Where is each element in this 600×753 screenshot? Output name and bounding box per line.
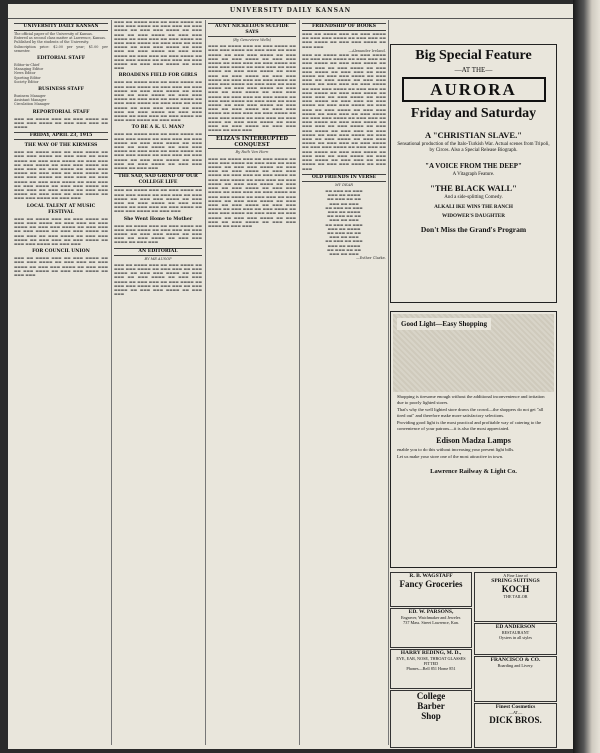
feature-voice-deep: "A VOICE FROM THE DEEP" bbox=[425, 162, 522, 170]
ad-paragraph: enable you to do this without increasing your present light bills. bbox=[397, 446, 515, 452]
lamp-illustration bbox=[393, 314, 554, 392]
koch-ad bbox=[474, 572, 557, 622]
feature-voice-deep-desc: A Vitagraph Feature. bbox=[452, 172, 495, 177]
paper-meta-3: Published by the students of the University. bbox=[14, 40, 90, 45]
headline-friendship-books: FRIENDSHIP OF BOOKS bbox=[302, 23, 386, 31]
koch-line: A Fine Line of bbox=[503, 573, 528, 578]
headline-an-editorial: AN EDITORIAL bbox=[114, 248, 202, 256]
anderson-ad bbox=[474, 623, 557, 655]
feature-alkali-ike: ALKALI IKE WINS THE RANCH bbox=[434, 204, 513, 210]
poem-title-my-dear: MY DEAR bbox=[334, 182, 353, 187]
ad-paragraph: Let us make your store one of the most attractive in town. bbox=[397, 454, 504, 460]
reportorial-staff-heading: REPORTORIAL STAFF bbox=[32, 109, 90, 115]
paper-meta-2: Entered as second class matter at Lawrence, Kansas. bbox=[14, 36, 106, 41]
paper-meta-4: Subscription price: $2.00 per year; $1.00 per semester. bbox=[14, 44, 108, 53]
business-role: Assistant Manager bbox=[14, 98, 47, 103]
staff-role: Managing Editor bbox=[14, 67, 44, 72]
koch-tailor: THE TAILOR bbox=[503, 594, 528, 599]
shop-word: Shop bbox=[421, 711, 441, 721]
business-role: Business Manager bbox=[14, 94, 46, 99]
anderson-oysters: Oysters in all styles bbox=[499, 635, 532, 640]
ad-headline: Big Special Feature bbox=[415, 48, 532, 63]
column-rule bbox=[111, 20, 112, 745]
headline-went-home: She Went Home to Mother bbox=[123, 216, 193, 222]
francisco-name: FRANCISCO & CO. bbox=[490, 657, 541, 663]
reding-name: HARRY REDING, M. D., bbox=[400, 650, 462, 656]
masthead: UNIVERSITY DAILY KANSAN bbox=[8, 4, 573, 19]
staff-role: News Editor bbox=[14, 71, 36, 76]
koch-name: KOCH bbox=[501, 584, 530, 594]
parsons-name: ED. W. PARSONS, bbox=[408, 609, 454, 615]
column-rule bbox=[205, 20, 206, 745]
koch-suitings: SPRING SUITINGS bbox=[491, 578, 540, 584]
lamp-ad-title: Good Light—Easy Shopping bbox=[397, 318, 491, 330]
college-word: College bbox=[416, 691, 446, 701]
attribution-ireland: —Alexander Ireland. bbox=[348, 48, 386, 53]
dick-bros-ad bbox=[474, 703, 557, 748]
barber-word: Barber bbox=[417, 701, 445, 711]
parsons-address: 737 Mass. Street Lawrence, Kan. bbox=[403, 620, 459, 625]
editorial-staff-heading: EDITORIAL STAFF bbox=[37, 56, 85, 62]
ad-days: Friday and Saturday bbox=[410, 106, 537, 121]
column-rule bbox=[299, 20, 300, 745]
staff-role: Editor-in-Chief bbox=[14, 63, 40, 68]
ad-paragraph: Providing good light is the most practical and profitable way of catering to the convenience of your patrons—it is also the most appreciated. bbox=[397, 420, 542, 431]
aurora-advertisement bbox=[390, 44, 557, 303]
issue-date: FRIDAY, APRIL 23, 1915 bbox=[14, 132, 108, 140]
staff-role: Society Editor bbox=[14, 79, 39, 84]
edison-mazda-lamps: Edison Madza Lamps bbox=[436, 435, 511, 445]
column-4: FRIENDSHIP OF BOOKS ▬▬▬ ▬▬ ▬▬▬▬ ▬▬▬ ▬▬ ▬▬▬ ▬▬▬▬ ▬▬ ▬▬▬ ▬▬▬ ▬▬▬▬ ▬▬ ▬▬▬ ▬▬▬ ▬▬ ▬▬▬ ▬▬▬▬ ▬▬ ▬▬▬ ▬▬▬ ▬▬▬▬ ▬▬ ▬▬▬ ▬▬▬ —Alexander Ireland. ▬▬▬ ▬▬ ▬▬▬▬ ▬▬▬ ▬▬ ▬▬▬ ▬▬▬▬ ▬▬ ▬▬▬ ▬▬▬ ▬▬▬▬ ▬▬ ▬▬▬ ▬▬▬ ▬▬ ▬▬▬ ▬▬▬▬ ▬▬ ▬▬▬ ▬▬▬ ▬▬▬▬ ▬▬ ▬▬▬ ▬▬▬ ▬▬ ▬▬▬ ▬▬▬▬ ▬▬ ▬▬▬ ▬▬▬ ▬▬▬▬ ▬▬ ▬▬▬ ▬▬▬ ▬▬ ▬▬▬ ▬▬▬▬ ▬▬ ▬▬▬ ▬▬▬ ▬▬▬▬ ▬▬ ▬▬▬ ▬▬▬ ▬▬ ▬▬▬ ▬▬▬▬ ▬▬ ▬▬▬ ▬▬▬ ▬▬▬▬ ▬▬ ▬▬▬ ▬▬▬ ▬▬ ▬▬▬ ▬▬▬▬ ▬▬ ▬▬▬ ▬▬▬ ▬▬▬▬ ▬▬ ▬▬▬ ▬▬▬ ▬▬ ▬▬▬ ▬▬▬▬ ▬▬ ▬▬▬ ▬▬▬ ▬▬▬▬ ▬▬ ▬▬▬ ▬▬▬ ▬▬ ▬▬▬ ▬▬▬▬ ▬▬ ▬▬▬ ▬▬▬ ▬▬▬▬ ▬▬ ▬▬▬ ▬▬▬ ▬▬ ▬▬▬ ▬▬▬▬ ▬▬ ▬▬▬ ▬▬▬ ▬▬▬▬ ▬▬ ▬▬▬ ▬▬▬ ▬▬ ▬▬▬ ▬▬▬▬ ▬▬ ▬▬▬ ▬▬▬ ▬▬▬▬ ▬▬ ▬▬▬ ▬▬▬ ▬▬ ▬▬▬ ▬▬▬▬ ▬▬ ▬▬▬ ▬▬▬ ▬▬▬▬ ▬▬ ▬▬▬ ▬▬▬ ▬▬ ▬▬▬ ▬▬▬▬ ▬▬ ▬▬▬ ▬▬▬ ▬▬▬▬ ▬▬ ▬▬▬ ▬▬▬ ▬▬ ▬▬▬ ▬▬▬▬ ▬▬ ▬▬▬ ▬▬▬ ▬▬▬▬ ▬▬ ▬▬▬ ▬▬▬ ▬▬ ▬▬▬ ▬▬▬▬ ▬▬ ▬▬▬ ▬▬▬ ▬▬▬▬ ▬▬ ▬▬▬ ▬▬▬ ▬▬ ▬▬▬ ▬▬▬▬ ▬▬ ▬▬▬ ▬▬▬ ▬▬▬▬ ▬▬ ▬▬▬ ▬▬▬ ▬▬ ▬▬▬ ▬▬▬▬ ▬▬ ▬▬▬ ▬▬▬ ▬▬▬▬ ▬▬ ▬▬▬ ▬▬▬ ▬▬ ▬▬▬ ▬▬▬▬ ▬▬ ▬▬▬ ▬▬▬ ▬▬▬▬ ▬▬ ▬▬▬ ▬▬▬ ▬▬ ▬▬▬ ▬▬▬▬ ▬▬ ▬▬▬ ▬▬▬ ▬▬▬▬ ▬▬ ▬▬▬ ▬▬▬ ▬▬ ▬▬▬ ▬▬▬▬ ▬▬ ▬▬▬ ▬▬▬ ▬▬▬▬ ▬▬ ▬▬▬ ▬▬▬ OLD FRIENDS IN VERSE MY DEAR ▬▬ ▬▬▬ ▬▬ ▬▬▬ ▬▬▬ ▬▬ ▬▬▬▬ ▬▬ ▬▬▬ ▬▬ ▬▬ ▬▬▬ ▬▬ ▬▬▬ ▬▬ ▬▬▬ ▬▬ ▬▬▬ ▬▬▬ ▬▬ ▬▬▬▬ ▬▬ ▬▬▬ ▬▬ ▬▬ ▬▬▬ ▬▬ ▬▬▬ ▬▬ ▬▬▬ ▬▬ ▬▬▬ ▬▬▬ ▬▬ ▬▬▬▬ ▬▬ ▬▬▬ ▬▬ ▬▬ ▬▬▬ ▬▬ ▬▬▬ ▬▬ ▬▬▬ ▬▬ ▬▬▬ ▬▬▬ ▬▬ ▬▬▬▬ ▬▬ ▬▬▬ ▬▬ ▬▬ ▬▬▬ ▬▬ ▬▬▬ —Esther Clarke. bbox=[302, 24, 386, 261]
newspaper-page bbox=[8, 4, 573, 749]
college-barber-ad bbox=[390, 690, 472, 748]
editorial-heading-council: FOR COUNCIL UNION bbox=[32, 249, 90, 255]
paper-meta-1: The official paper of the University of Kansas. bbox=[14, 32, 93, 36]
byline-genevieve: (By Genevieve Wells) bbox=[232, 38, 272, 42]
column-rule bbox=[388, 20, 389, 745]
ad-paragraph: That's why the well lighted store draws the crowd—the shoppers do not get "all tired out" and therefore make more satisfactory selections. bbox=[397, 407, 544, 418]
feature-black-wall: "THE BLACK WALL" bbox=[430, 183, 517, 193]
reding-phones: Phones—Bell 851 Home 851 bbox=[406, 666, 456, 671]
feature-christian-slave-desc: Sensational production of the Italo-Turkish War. Actual scenes from Tripoli, by Circes. Also a Special Release Biograph. bbox=[397, 142, 550, 153]
parsons-ad bbox=[390, 608, 472, 648]
feature-christian-slave: A "CHRISTIAN SLAVE." bbox=[425, 130, 522, 140]
business-staff-heading: BUSINESS STAFF bbox=[38, 87, 84, 93]
business-role: Circulation Manager bbox=[14, 102, 50, 107]
column-2: ▬▬▬ ▬▬ ▬▬▬▬ ▬▬▬ ▬▬ ▬▬▬ ▬▬▬▬ ▬▬ ▬▬▬ ▬▬▬ ▬▬▬▬ ▬▬ ▬▬▬ ▬▬▬ ▬▬ ▬▬▬ ▬▬▬▬ ▬▬ ▬▬▬ ▬▬▬ ▬▬▬▬ ▬▬ ▬▬▬ ▬▬▬ ▬▬ ▬▬▬ ▬▬▬▬ ▬▬ ▬▬▬ ▬▬▬ ▬▬▬▬ ▬▬ ▬▬▬ ▬▬▬ ▬▬ ▬▬▬ ▬▬▬▬ ▬▬ ▬▬▬ ▬▬▬ ▬▬▬▬ ▬▬ ▬▬▬ ▬▬▬ ▬▬ ▬▬▬ ▬▬▬▬ ▬▬ ▬▬▬ ▬▬▬ ▬▬▬▬ ▬▬ ▬▬▬ ▬▬▬ ▬▬ ▬▬▬ ▬▬▬▬ ▬▬ ▬▬▬ ▬▬▬ ▬▬▬▬ ▬▬ ▬▬▬ ▬▬▬ ▬▬ ▬▬▬ ▬▬▬▬ ▬▬ ▬▬▬ ▬▬▬ ▬▬▬▬ ▬▬ ▬▬▬ ▬▬▬ ▬▬ ▬▬▬ ▬▬▬▬ ▬▬ ▬▬▬ ▬▬▬ ▬▬▬▬ ▬▬ ▬▬▬ ▬▬▬ BROADENS FIELD FOR GIRLS ▬▬▬ ▬▬ ▬▬▬▬ ▬▬▬ ▬▬ ▬▬▬ ▬▬▬▬ ▬▬ ▬▬▬ ▬▬▬ ▬▬▬▬ ▬▬ ▬▬▬ ▬▬▬ ▬▬ ▬▬▬ ▬▬▬▬ ▬▬ ▬▬▬ ▬▬▬ ▬▬▬▬ ▬▬ ▬▬▬ ▬▬▬ ▬▬ ▬▬▬ ▬▬▬▬ ▬▬ ▬▬▬ ▬▬▬ ▬▬▬▬ ▬▬ ▬▬▬ ▬▬▬ ▬▬ ▬▬▬ ▬▬▬▬ ▬▬ ▬▬▬ ▬▬▬ ▬▬▬▬ ▬▬ ▬▬▬ ▬▬▬ ▬▬ ▬▬▬ ▬▬▬▬ ▬▬ ▬▬▬ ▬▬▬ ▬▬▬▬ ▬▬ ▬▬▬ ▬▬▬ ▬▬ ▬▬▬ ▬▬▬▬ ▬▬ ▬▬▬ ▬▬▬ ▬▬▬▬ ▬▬ ▬▬▬ ▬▬▬ ▬▬ ▬▬▬ ▬▬▬▬ ▬▬ ▬▬▬ ▬▬▬ ▬▬▬▬ ▬▬ ▬▬▬ ▬▬▬ TO BE A K. U. MAN? ▬▬▬ ▬▬ ▬▬▬▬ ▬▬▬ ▬▬ ▬▬▬ ▬▬▬▬ ▬▬ ▬▬▬ ▬▬▬ ▬▬▬▬ ▬▬ ▬▬▬ ▬▬▬ ▬▬ ▬▬▬ ▬▬▬▬ ▬▬ ▬▬▬ ▬▬▬ ▬▬▬▬ ▬▬ ▬▬▬ ▬▬▬ ▬▬ ▬▬▬ ▬▬▬▬ ▬▬ ▬▬▬ ▬▬▬ ▬▬▬▬ ▬▬ ▬▬▬ ▬▬▬ ▬▬ ▬▬▬ ▬▬▬▬ ▬▬ ▬▬▬ ▬▬▬ ▬▬▬▬ ▬▬ ▬▬▬ ▬▬▬ ▬▬ ▬▬▬ ▬▬▬▬ ▬▬ ▬▬▬ ▬▬▬ ▬▬▬▬ ▬▬ ▬▬▬ ▬▬▬ ▬▬ ▬▬▬ ▬▬▬▬ ▬▬ ▬▬▬ ▬▬▬ ▬▬▬▬ ▬▬ ▬▬▬ ▬▬▬ THE SAD, SAD GRIND OF OUR COLLEGE LIFE ▬▬▬ ▬▬ ▬▬▬▬ ▬▬▬ ▬▬ ▬▬▬ ▬▬▬▬ ▬▬ ▬▬▬ ▬▬▬ ▬▬▬▬ ▬▬ ▬▬▬ ▬▬▬ ▬▬ ▬▬▬ ▬▬▬▬ ▬▬ ▬▬▬ ▬▬▬ ▬▬▬▬ ▬▬ ▬▬▬ ▬▬▬ ▬▬ ▬▬▬ ▬▬▬▬ ▬▬ ▬▬▬ ▬▬▬ ▬▬▬▬ ▬▬ ▬▬▬ ▬▬▬ ▬▬ ▬▬▬ ▬▬▬▬ ▬▬ ▬▬▬ ▬▬▬ ▬▬▬▬ ▬▬ ▬▬▬ ▬▬▬ She Went Home to Mother ▬▬▬ ▬▬ ▬▬▬▬ ▬▬▬ ▬▬ ▬▬▬ ▬▬▬▬ ▬▬ ▬▬▬ ▬▬▬ ▬▬▬▬ ▬▬ ▬▬▬ ▬▬▬ ▬▬ ▬▬▬ ▬▬▬▬ ▬▬ ▬▬▬ ▬▬▬ ▬▬▬▬ ▬▬ ▬▬▬ ▬▬▬ ▬▬ ▬▬▬ ▬▬▬▬ ▬▬ ▬▬▬ ▬▬▬ ▬▬▬▬ ▬▬ ▬▬▬ ▬▬▬ AN EDITORIAL BY ME AUSOP ▬▬▬ ▬▬ ▬▬▬▬ ▬▬▬ ▬▬ ▬▬▬ ▬▬▬▬ ▬▬ ▬▬▬ ▬▬▬ ▬▬▬▬ ▬▬ ▬▬▬ ▬▬▬ ▬▬ ▬▬▬ ▬▬▬▬ ▬▬ ▬▬▬ ▬▬▬ ▬▬▬▬ ▬▬ ▬▬▬ ▬▬▬ ▬▬ ▬▬▬ ▬▬▬▬ ▬▬ ▬▬▬ ▬▬▬ ▬▬▬▬ ▬▬ ▬▬▬ ▬▬▬ ▬▬ ▬▬▬ ▬▬▬▬ ▬▬ ▬▬▬ ▬▬▬ ▬▬▬▬ ▬▬ ▬▬▬ ▬▬▬ ▬▬ ▬▬▬ ▬▬▬▬ ▬▬ ▬▬▬ ▬▬▬ ▬▬▬▬ ▬▬ ▬▬▬ ▬▬▬ bbox=[114, 20, 202, 297]
column-3: AUNT NICKELOUS SULFIDE SAYS (By Genevieve Wells) ▬▬▬ ▬▬ ▬▬▬▬ ▬▬▬ ▬▬ ▬▬▬ ▬▬▬▬ ▬▬ ▬▬▬ ▬▬▬ ▬▬▬▬ ▬▬ ▬▬▬ ▬▬▬ ▬▬ ▬▬▬ ▬▬▬▬ ▬▬ ▬▬▬ ▬▬▬ ▬▬▬▬ ▬▬ ▬▬▬ ▬▬▬ ▬▬ ▬▬▬ ▬▬▬▬ ▬▬ ▬▬▬ ▬▬▬ ▬▬▬▬ ▬▬ ▬▬▬ ▬▬▬ ▬▬ ▬▬▬ ▬▬▬▬ ▬▬ ▬▬▬ ▬▬▬ ▬▬▬▬ ▬▬ ▬▬▬ ▬▬▬ ▬▬ ▬▬▬ ▬▬▬▬ ▬▬ ▬▬▬ ▬▬▬ ▬▬▬▬ ▬▬ ▬▬▬ ▬▬▬ ▬▬ ▬▬▬ ▬▬▬▬ ▬▬ ▬▬▬ ▬▬▬ ▬▬▬▬ ▬▬ ▬▬▬ ▬▬▬ ▬▬ ▬▬▬ ▬▬▬▬ ▬▬ ▬▬▬ ▬▬▬ ▬▬▬▬ ▬▬ ▬▬▬ ▬▬▬ ▬▬ ▬▬▬ ▬▬▬▬ ▬▬ ▬▬▬ ▬▬▬ ▬▬▬▬ ▬▬ ▬▬▬ ▬▬▬ ▬▬ ▬▬▬ ▬▬▬▬ ▬▬ ▬▬▬ ▬▬▬ ▬▬▬▬ ▬▬ ▬▬▬ ▬▬▬ ▬▬ ▬▬▬ ▬▬▬▬ ▬▬ ▬▬▬ ▬▬▬ ▬▬▬▬ ▬▬ ▬▬▬ ▬▬▬ ▬▬ ▬▬▬ ▬▬▬▬ ▬▬ ▬▬▬ ▬▬▬ ▬▬▬▬ ▬▬ ▬▬▬ ▬▬▬ ▬▬ ▬▬▬ ▬▬▬▬ ▬▬ ▬▬▬ ▬▬▬ ▬▬▬▬ ▬▬ ▬▬▬ ▬▬▬ ▬▬ ▬▬▬ ▬▬▬▬ ▬▬ ▬▬▬ ▬▬▬ ▬▬▬▬ ▬▬ ▬▬▬ ▬▬▬ ▬▬ ▬▬▬ ▬▬▬▬ ▬▬ ▬▬▬ ▬▬▬ ▬▬▬▬ ▬▬ ▬▬▬ ▬▬▬ ▬▬ ▬▬▬ ▬▬▬▬ ▬▬ ▬▬▬ ▬▬▬ ▬▬▬▬ ▬▬ ▬▬▬ ▬▬▬ ELIZA'S INTERRUPTED CONQUEST By Ruth Van Horn ▬▬▬ ▬▬ ▬▬▬▬ ▬▬▬ ▬▬ ▬▬▬ ▬▬▬▬ ▬▬ ▬▬▬ ▬▬▬ ▬▬▬▬ ▬▬ ▬▬▬ ▬▬▬ ▬▬ ▬▬▬ ▬▬▬▬ ▬▬ ▬▬▬ ▬▬▬ ▬▬▬▬ ▬▬ ▬▬▬ ▬▬▬ ▬▬ ▬▬▬ ▬▬▬▬ ▬▬ ▬▬▬ ▬▬▬ ▬▬▬▬ ▬▬ ▬▬▬ ▬▬▬ ▬▬ ▬▬▬ ▬▬▬▬ ▬▬ ▬▬▬ ▬▬▬ ▬▬▬▬ ▬▬ ▬▬▬ ▬▬▬ ▬▬ ▬▬▬ ▬▬▬▬ ▬▬ ▬▬▬ ▬▬▬ ▬▬▬▬ ▬▬ ▬▬▬ ▬▬▬ ▬▬ ▬▬▬ ▬▬▬▬ ▬▬ ▬▬▬ ▬▬▬ ▬▬▬▬ ▬▬ ▬▬▬ ▬▬▬ ▬▬ ▬▬▬ ▬▬▬▬ ▬▬ ▬▬▬ ▬▬▬ ▬▬▬▬ ▬▬ ▬▬▬ ▬▬▬ ▬▬ ▬▬▬ ▬▬▬▬ ▬▬ ▬▬▬ ▬▬▬ ▬▬▬▬ ▬▬ ▬▬▬ ▬▬▬ ▬▬ ▬▬▬ ▬▬▬▬ ▬▬ ▬▬▬ ▬▬▬ ▬▬▬▬ ▬▬ ▬▬▬ ▬▬▬ ▬▬ ▬▬▬ ▬▬▬▬ ▬▬ ▬▬▬ ▬▬▬ ▬▬▬▬ ▬▬ ▬▬▬ ▬▬▬ ▬▬ ▬▬▬ ▬▬▬▬ ▬▬ ▬▬▬ ▬▬▬ ▬▬▬▬ ▬▬ ▬▬▬ ▬▬▬ ▬▬ ▬▬▬ ▬▬▬▬ ▬▬ ▬▬▬ ▬▬▬ ▬▬▬▬ ▬▬ ▬▬▬ ▬▬▬ bbox=[208, 24, 296, 228]
poem-author: —Esther Clarke. bbox=[355, 256, 386, 261]
lawrence-light-advertisement bbox=[390, 311, 557, 568]
francisco-ad bbox=[474, 656, 557, 702]
wagstaff-ad bbox=[390, 572, 472, 607]
reding-specialty: EYE, EAR, NOSE, THROAT GLASSES FITTED bbox=[396, 656, 466, 666]
headline-ku-man: TO BE A K. U. MAN? bbox=[131, 125, 185, 131]
headline-old-friends-verse: OLD FRIENDS IN VERSE bbox=[302, 174, 386, 182]
feature-widowers-daughter: WIDOWER'S DAUGHTER bbox=[442, 213, 505, 219]
anderson-restaurant: RESTAURANT bbox=[501, 630, 530, 635]
ad-paragraph: Shopping is tiresome enough without the additional inconvenience and irritation due to poorly lighted stores. bbox=[397, 394, 545, 405]
ad-at: —AT THE— bbox=[454, 66, 493, 74]
book-spine-edge bbox=[573, 0, 600, 753]
headline-aunt-nickelous: AUNT NICKELOUS SULFIDE SAYS bbox=[208, 23, 296, 37]
byline-ruth-van-horn: By Ruth Van Horn bbox=[235, 150, 269, 155]
editorial-heading-kirmess: THE WAY OF THE KIRMESS bbox=[24, 143, 98, 149]
francisco-service: Boarding and Livery. bbox=[497, 663, 534, 668]
dick-line: Finest Cosmetics bbox=[495, 704, 536, 710]
wagstaff-name: R. B. WAGSTAFF bbox=[409, 573, 453, 579]
paper-title: UNIVERSITY DAILY KANSAN bbox=[14, 23, 108, 31]
ad-closing: Don't Miss the Grand's Program bbox=[420, 225, 527, 234]
dick-at: —AT— bbox=[508, 710, 523, 715]
staff-role: Sporting Editor bbox=[14, 75, 41, 80]
lawrence-company-name: Lawrence Railway & Light Co. bbox=[430, 467, 517, 475]
headline-sad-grind: THE SAD, SAD GRIND OF OUR COLLEGE LIFE bbox=[114, 173, 202, 187]
aurora-theater-name: AURORA bbox=[402, 77, 546, 102]
headline-broadens-field: BROADENS FIELD FOR GIRLS bbox=[118, 73, 198, 79]
column-1: UNIVERSITY DAILY KANSAN The official paper of the University of Kansas. Entered as second class matter at Lawrence, Kansas. Published by the students of the University. Subscription price: $2.00 per year; $1.00 per semester. EDITORIAL STAFF Editor-in-Chief Managing Editor News Editor Sporting Editor Society Editor BUSINESS STAFF Business Manager Assistant Manager Circulation Manager REPORTORIAL STAFF ▬▬▬ ▬▬ ▬▬▬▬ ▬▬▬ ▬▬ ▬▬▬ ▬▬▬▬ ▬▬ ▬▬▬ ▬▬▬ ▬▬▬▬ ▬▬ ▬▬▬ ▬▬▬ ▬▬▬ ▬▬ ▬▬▬▬ FRIDAY, APRIL 23, 1915 THE WAY OF THE KIRMESS ▬▬▬ ▬▬ ▬▬▬▬ ▬▬▬ ▬▬ ▬▬▬ ▬▬▬▬ ▬▬ ▬▬▬ ▬▬▬ ▬▬▬▬ ▬▬ ▬▬▬ ▬▬▬ ▬▬ ▬▬▬ ▬▬▬▬ ▬▬ ▬▬▬ ▬▬▬ ▬▬▬▬ ▬▬ ▬▬▬ ▬▬▬ ▬▬ ▬▬▬ ▬▬▬▬ ▬▬ ▬▬▬ ▬▬▬ ▬▬▬▬ ▬▬ ▬▬▬ ▬▬▬ ▬▬ ▬▬▬ ▬▬▬▬ ▬▬ ▬▬▬ ▬▬▬ ▬▬▬▬ ▬▬ ▬▬▬ ▬▬▬ ▬▬ ▬▬▬ ▬▬▬▬ ▬▬ ▬▬▬ ▬▬▬ ▬▬▬▬ ▬▬ ▬▬▬ ▬▬▬ ▬▬ ▬▬▬ ▬▬▬▬ ▬▬ ▬▬▬ ▬▬▬ ▬▬▬▬ ▬▬ ▬▬▬ ▬▬▬ ▬▬ ▬▬▬ ▬▬▬▬ ▬▬ ▬▬▬ ▬▬▬ ▬▬▬▬ ▬▬ ▬▬▬ ▬▬▬ ▬▬ ▬▬▬ ▬▬▬▬ ▬▬ ▬▬▬ ▬▬▬ ▬▬▬▬ ▬▬ ▬▬▬ ▬▬▬ ▬▬ ▬▬▬ ▬▬▬▬ ▬▬ ▬▬▬ ▬▬▬ ▬▬▬▬ ▬▬ ▬▬▬ ▬▬▬ LOCAL TALENT AT MUSIC FESTIVAL ▬▬▬ ▬▬ ▬▬▬▬ ▬▬▬ ▬▬ ▬▬▬ ▬▬▬▬ ▬▬ ▬▬▬ ▬▬▬ ▬▬▬▬ ▬▬ ▬▬▬ ▬▬▬ ▬▬ ▬▬▬ ▬▬▬▬ ▬▬ ▬▬▬ ▬▬▬ ▬▬▬▬ ▬▬ ▬▬▬ ▬▬▬ ▬▬ ▬▬▬ ▬▬▬▬ ▬▬ ▬▬▬ ▬▬▬ ▬▬▬▬ ▬▬ ▬▬▬ ▬▬▬ ▬▬ ▬▬▬ ▬▬▬▬ ▬▬ ▬▬▬ ▬▬▬ ▬▬▬▬ ▬▬ ▬▬▬ ▬▬▬ ▬▬ ▬▬▬ ▬▬▬▬ ▬▬ ▬▬▬ ▬▬▬ ▬▬▬▬ ▬▬ ▬▬▬ ▬▬▬ FOR COUNCIL UNION ▬▬▬ ▬▬ ▬▬▬▬ ▬▬▬ ▬▬ ▬▬▬ ▬▬▬▬ ▬▬ ▬▬▬ ▬▬▬ ▬▬▬▬ ▬▬ ▬▬▬ ▬▬▬ ▬▬ ▬▬▬ ▬▬▬▬ ▬▬ ▬▬▬ ▬▬▬ ▬▬▬▬ ▬▬ ▬▬▬ ▬▬▬ ▬▬ ▬▬▬ ▬▬▬▬ ▬▬ ▬▬▬ ▬▬▬ ▬▬▬▬ ▬▬ ▬▬▬ ▬▬▬ bbox=[14, 24, 108, 277]
anderson-name: ED ANDERSON bbox=[495, 624, 536, 630]
wagstaff-groceries: Fancy Groceries bbox=[399, 579, 463, 589]
byline-ausop: BY ME AUSOP bbox=[144, 256, 172, 261]
reding-ad bbox=[390, 649, 472, 689]
parsons-trade: Engraver, Watchmaker and Jeweler. bbox=[401, 615, 461, 620]
headline-elizas-conquest: ELIZA'S INTERRUPTED CONQUEST bbox=[208, 135, 296, 149]
editorial-heading-music: LOCAL TALENT AT MUSIC FESTIVAL bbox=[26, 203, 96, 215]
feature-black-wall-desc: And a side-splitting Comedy. bbox=[444, 195, 503, 200]
dick-name: DICK BROS. bbox=[489, 715, 542, 725]
